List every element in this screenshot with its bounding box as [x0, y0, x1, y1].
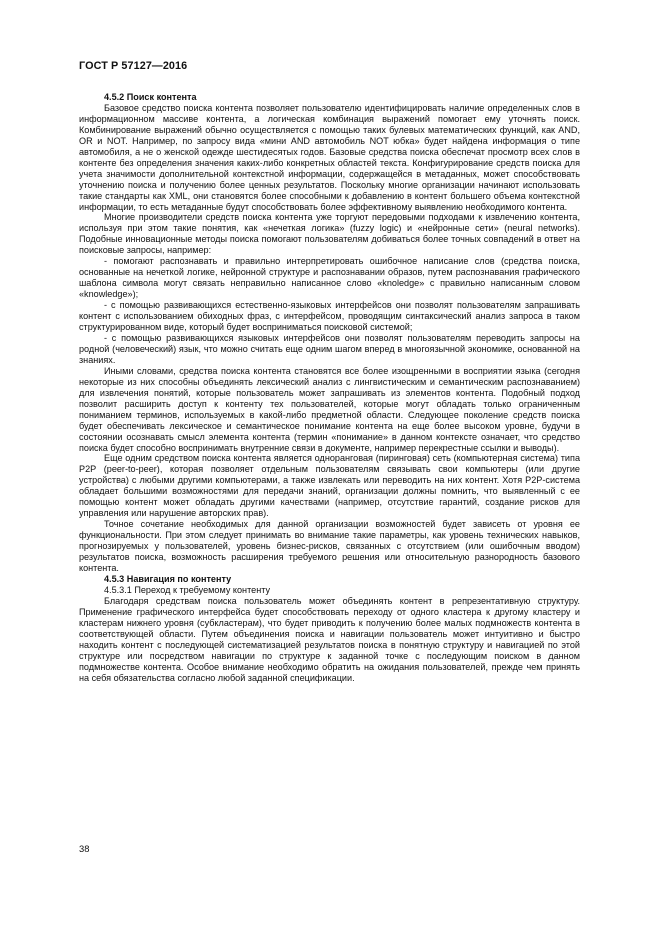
list-item: - помогают распознавать и правильно интерпретировать ошибочное написание слов (средства поиска, основанные на нечеткой логике, нейронной структуре и распознавании образов, путем распознавания графического шаблона символа могут связать неправильно написанное слово «knoledge» с правильно написанным словом «knowledge»); [79, 256, 580, 300]
paragraph: Базовое средство поиска контента позволяет пользователю идентифицировать наличие определенных слов в информационном массиве контента, а логическая комбинация выражений помогает ему уточнять поиск. Комбинирование выражений обычно осуществляется с помощью таких булевых математических функций, как AND, OR и NOT. Например, по запросу вида «мини AND автомобиль NOT юбка» будет найдена информация о типе автомобиля, а не о женской одежде шестидесятых годов. Базовые средства поиска обеспечат просмотр всех слов в контенте без определения значения каких-либо конкретных областей текста. Конфигурирование средств поиска для учета значимости дополнительной контекстной информации, содержащейся в метаданных, может способствовать уточнению поиска и получению более ценных результатов. Поскольку многие организации начинают использовать такие стандарты как XML, они становятся более способными к добавлению в контент большего объема контекстной информации, то есть метаданные будут способствовать более эффективному выявлению необходимого контента. [79, 102, 580, 212]
paragraph: Точное сочетание необходимых для данной организации возможностей будет зависеть от уровня ее функциональности. При этом следует принимать во внимание такие параметры, как уровень технических навыков, прогнозируемых у пользователей, уровень бизнес-рисков, связанных с отсутствием (или ошибочным вводом) результатов поиска, возможность расширения требуемого решения или относительную разнородность базового контента. [79, 519, 580, 573]
body-text [79, 92, 580, 683]
paragraph: Еще одним средством поиска контента является одноранговая (пиринговая) сеть (компьютерная система) типа P2P (peer-to-peer), которая позволяет отдельным пользователям связывать свои компьютеры (или другие устройства) с любыми другими компьютерами, а также извлекать или переводить на них контент. Хотя P2P-система обладает большими возможностями для передачи знаний, организации должны помнить, что выявленный с ее помощью контент может обладать другими качествами (например, отсутствие гарантий, создание рисков для управления или нарушение авторских прав). [79, 453, 580, 519]
list-item: - с помощью развивающихся языковых интерфейсов они позволят пользователям переводить запросы на родной (человеческий) язык, что можно считать еще одним шагом вперед в многоязычной экономике, основанной на знаниях. [79, 332, 580, 365]
paragraph: Многие производители средств поиска контента уже торгуют передовыми подходами к извлечению контента, используя при этом такие понятия, как «нечеткая логика» (fuzzy logic) и «нейронные сети» (neural networks). Подобные инновационные методы поиска помогают пользователям добиваться более точных совпадений в ответ на поисковые запросы, например: [79, 212, 580, 256]
section-heading: 4.5.3 Навигация по контенту [104, 573, 232, 584]
section-heading: 4.5.2 Поиск контента [104, 92, 197, 102]
paragraph: Иными словами, средства поиска контента становятся все более изощренными в восприятии языка (сегодня некоторые из них способны объединять лексический анализ с лингвистическим и семантическим распознаванием) для извлечения понятий, которые пользователь может запрашивать из элементов контента. Подобный подход позволит расширить доступ к контенту тех пользователей, которые могут обладать только ограниченным пониманием терминов, используемых в какой-либо предметной области. Следующее поколение средств поиска будет обеспечивать лексическое и семантическое понимание контента на еще более высоком уровне, будучи в состоянии осознавать смысл элемента контента (термин «понимание» в данном контексте означает, что средство поиска будет способно воспринимать внутренние связи в документе, например перекрестные ссылки и выводы). [79, 365, 580, 453]
standard-header: ГОСТ Р 57127—2016 [79, 60, 188, 72]
list-item: - с помощью развивающихся естественно-языковых интерфейсов они позволят пользователям запрашивать контент с использованием обиходных фраз, с интерфейсом, проводящим синтаксический анализ запроса в таком структурированном виде, который будет восприниматься поисковой системой; [79, 300, 580, 333]
subsection-heading: 4.5.3.1 Переход к требуемому контенту [104, 584, 271, 595]
page-number: 38 [79, 843, 90, 854]
paragraph: Благодаря средствам поиска пользователь может объединять контент в репрезентативную структуру. Применение графического интерфейса будет способствовать переходу от одного кластера к другому кластеру и кластерам нижнего уровня (субкластерам), что будет приводить к получению более малых подмножеств контента в соответствующей области. Путем объединения поиска и навигации пользователь может интуитивно и быстро находить контент с последующей систематизацией результатов поиска в понятную структуру и навигацией по этой структуре или посредством навигации по структуре к заданной точке с последующим поиском в данном подмножестве контента. Особое внимание необходимо обратить на ожидания пользователей, прежде чем принять на себя обязательства согласно любой заданной спецификации. [79, 595, 580, 683]
